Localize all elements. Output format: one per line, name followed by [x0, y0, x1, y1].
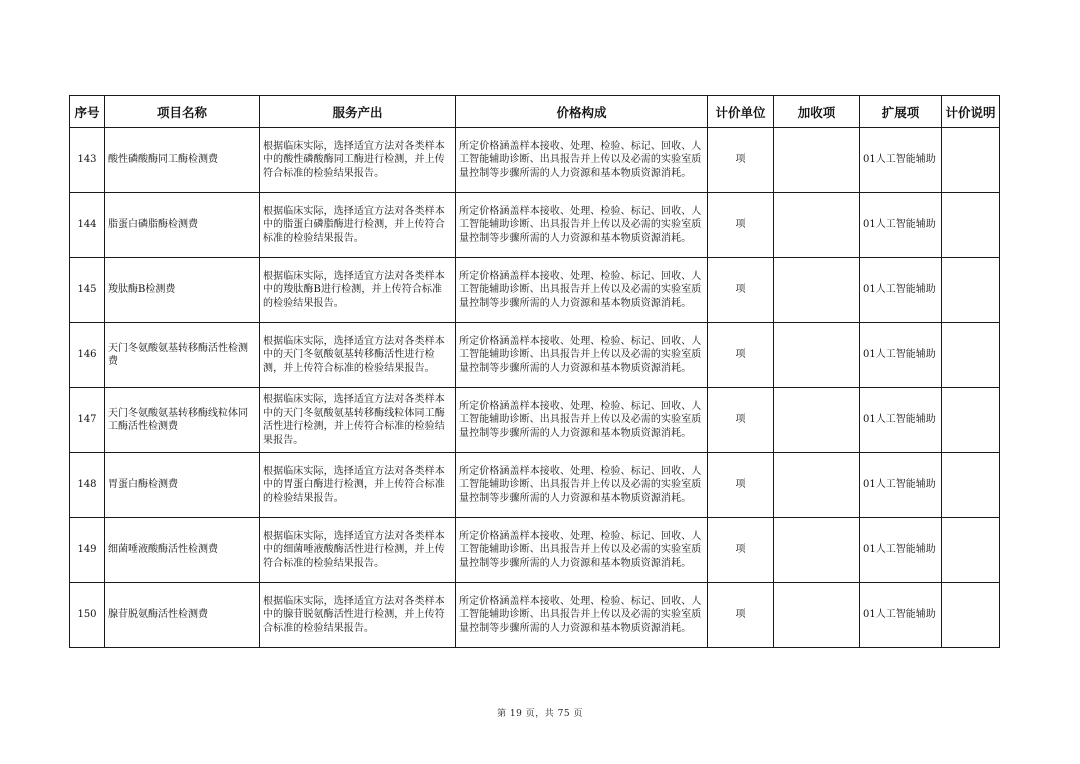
header-pricing-note: 计价说明 — [942, 96, 1000, 128]
header-seq: 序号 — [70, 96, 105, 128]
cell-pricing-unit: 项 — [708, 388, 774, 453]
cell-item-name: 胃蛋白酶检测费 — [105, 453, 260, 518]
cell-seq: 143 — [70, 128, 105, 193]
cell-item-name: 脂蛋白磷脂酶检测费 — [105, 193, 260, 258]
cell-extension: 01人工智能辅助 — [860, 388, 942, 453]
cell-seq: 150 — [70, 583, 105, 648]
table-row — [70, 128, 1000, 193]
table-header-row — [70, 96, 1000, 128]
cell-extension: 01人工智能辅助 — [860, 518, 942, 583]
cell-price-composition: 所定价格涵盖样本接收、处理、检验、标记、回收、人工智能辅助诊断、出具报告并上传以及必需的实验室质量控制等步骤所需的人力资源和基本物质资源消耗。 — [456, 258, 708, 323]
header-service-output: 服务产出 — [260, 96, 456, 128]
cell-surcharge — [774, 388, 860, 453]
table-row — [70, 193, 1000, 258]
cell-pricing-note — [942, 258, 1000, 323]
cell-extension: 01人工智能辅助 — [860, 258, 942, 323]
header-item-name: 项目名称 — [105, 96, 260, 128]
cell-extension: 01人工智能辅助 — [860, 583, 942, 648]
cell-extension: 01人工智能辅助 — [860, 193, 942, 258]
cell-service-output: 根据临床实际，选择适宜方法对各类样本中的天门冬氨酸氨基转移酶活性进行检测，并上传符合标准的检验结果报告。 — [260, 323, 456, 388]
cell-service-output: 根据临床实际，选择适宜方法对各类样本中的细菌唾液酸酶活性进行检测，并上传符合标准的检验结果报告。 — [260, 518, 456, 583]
cell-pricing-unit: 项 — [708, 128, 774, 193]
cell-item-name: 酸性磷酸酶同工酶检测费 — [105, 128, 260, 193]
header-pricing-unit: 计价单位 — [708, 96, 774, 128]
cell-surcharge — [774, 128, 860, 193]
table-row — [70, 518, 1000, 583]
cell-pricing-unit: 项 — [708, 258, 774, 323]
cell-surcharge — [774, 323, 860, 388]
cell-pricing-note — [942, 388, 1000, 453]
cell-seq: 148 — [70, 453, 105, 518]
table-row — [70, 453, 1000, 518]
cell-pricing-note — [942, 453, 1000, 518]
table-row — [70, 583, 1000, 648]
table-row — [70, 258, 1000, 323]
cell-pricing-unit: 项 — [708, 518, 774, 583]
cell-item-name: 腺苷脱氨酶活性检测费 — [105, 583, 260, 648]
cell-price-composition: 所定价格涵盖样本接收、处理、检验、标记、回收、人工智能辅助诊断、出具报告并上传以及必需的实验室质量控制等步骤所需的人力资源和基本物质资源消耗。 — [456, 128, 708, 193]
cell-surcharge — [774, 583, 860, 648]
cell-service-output: 根据临床实际，选择适宜方法对各类样本中的酸性磷酸酶同工酶进行检测，并上传符合标准的检验结果报告。 — [260, 128, 456, 193]
cell-price-composition: 所定价格涵盖样本接收、处理、检验、标记、回收、人工智能辅助诊断、出具报告并上传以及必需的实验室质量控制等步骤所需的人力资源和基本物质资源消耗。 — [456, 453, 708, 518]
cell-pricing-unit: 项 — [708, 453, 774, 518]
cell-seq: 144 — [70, 193, 105, 258]
cell-pricing-note — [942, 583, 1000, 648]
cell-item-name: 天门冬氨酸氨基转移酶线粒体同工酶活性检测费 — [105, 388, 260, 453]
cell-item-name: 羧肽酶B检测费 — [105, 258, 260, 323]
pricing-table — [69, 95, 1000, 648]
cell-extension: 01人工智能辅助 — [860, 453, 942, 518]
cell-surcharge — [774, 453, 860, 518]
cell-pricing-unit: 项 — [708, 323, 774, 388]
table-row — [70, 323, 1000, 388]
cell-surcharge — [774, 518, 860, 583]
header-price-composition: 价格构成 — [456, 96, 708, 128]
cell-pricing-note — [942, 323, 1000, 388]
cell-item-name: 细菌唾液酸酶活性检测费 — [105, 518, 260, 583]
cell-price-composition: 所定价格涵盖样本接收、处理、检验、标记、回收、人工智能辅助诊断、出具报告并上传以及必需的实验室质量控制等步骤所需的人力资源和基本物质资源消耗。 — [456, 388, 708, 453]
cell-service-output: 根据临床实际，选择适宜方法对各类样本中的羧肽酶B进行检测，并上传符合标准的检验结果报告。 — [260, 258, 456, 323]
table-row — [70, 388, 1000, 453]
cell-extension: 01人工智能辅助 — [860, 323, 942, 388]
cell-service-output: 根据临床实际，选择适宜方法对各类样本中的天门冬氨酸氨基转移酶线粒体同工酶活性进行检测，并上传符合标准的检验结果报告。 — [260, 388, 456, 453]
cell-seq: 145 — [70, 258, 105, 323]
header-extension: 扩展项 — [860, 96, 942, 128]
cell-price-composition: 所定价格涵盖样本接收、处理、检验、标记、回收、人工智能辅助诊断、出具报告并上传以及必需的实验室质量控制等步骤所需的人力资源和基本物质资源消耗。 — [456, 193, 708, 258]
cell-pricing-note — [942, 518, 1000, 583]
cell-pricing-unit: 项 — [708, 193, 774, 258]
cell-surcharge — [774, 193, 860, 258]
cell-surcharge — [774, 258, 860, 323]
cell-seq: 149 — [70, 518, 105, 583]
cell-service-output: 根据临床实际，选择适宜方法对各类样本中的胃蛋白酶进行检测，并上传符合标准的检验结果报告。 — [260, 453, 456, 518]
cell-extension: 01人工智能辅助 — [860, 128, 942, 193]
cell-service-output: 根据临床实际，选择适宜方法对各类样本中的脂蛋白磷脂酶进行检测，并上传符合标准的检验结果报告。 — [260, 193, 456, 258]
cell-pricing-note — [942, 128, 1000, 193]
cell-pricing-unit: 项 — [708, 583, 774, 648]
header-surcharge: 加收项 — [774, 96, 860, 128]
cell-service-output: 根据临床实际，选择适宜方法对各类样本中的腺苷脱氨酶活性进行检测，并上传符合标准的检验结果报告。 — [260, 583, 456, 648]
cell-price-composition: 所定价格涵盖样本接收、处理、检验、标记、回收、人工智能辅助诊断、出具报告并上传以及必需的实验室质量控制等步骤所需的人力资源和基本物质资源消耗。 — [456, 518, 708, 583]
page-footer: 第 19 页，共 75 页 — [497, 709, 583, 719]
cell-pricing-note — [942, 193, 1000, 258]
cell-seq: 146 — [70, 323, 105, 388]
cell-price-composition: 所定价格涵盖样本接收、处理、检验、标记、回收、人工智能辅助诊断、出具报告并上传以及必需的实验室质量控制等步骤所需的人力资源和基本物质资源消耗。 — [456, 583, 708, 648]
cell-seq: 147 — [70, 388, 105, 453]
cell-price-composition: 所定价格涵盖样本接收、处理、检验、标记、回收、人工智能辅助诊断、出具报告并上传以及必需的实验室质量控制等步骤所需的人力资源和基本物质资源消耗。 — [456, 323, 708, 388]
cell-item-name: 天门冬氨酸氨基转移酶活性检测费 — [105, 323, 260, 388]
